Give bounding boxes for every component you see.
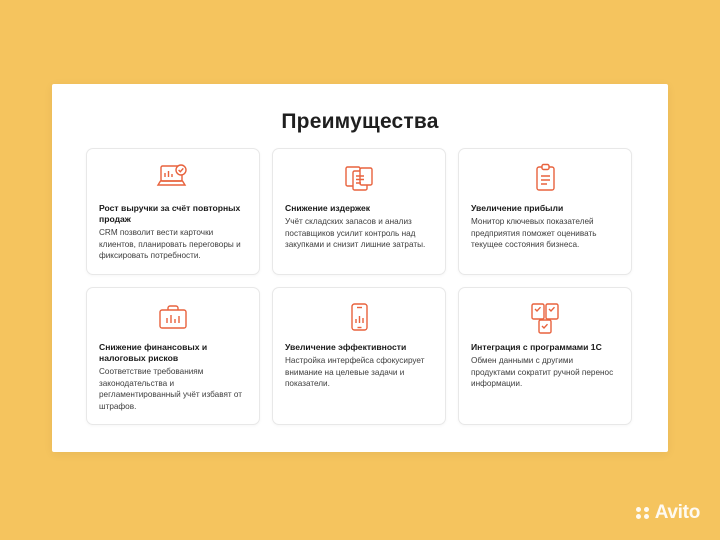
advantage-text: Настройка интерфейса сфокусирует внимание на целевые задачи и показатели.: [285, 355, 425, 389]
advantages-grid: [86, 148, 634, 425]
advantage-card[interactable]: [86, 287, 260, 426]
sync-documents-icon: [471, 298, 619, 338]
advantage-title: Увеличение прибыли: [471, 203, 564, 213]
smartphone-app-icon: [285, 298, 433, 338]
advantage-card[interactable]: [86, 148, 260, 275]
advantage-card[interactable]: [458, 287, 632, 426]
advantage-text: Учёт складских запасов и анализ поставщиков усилит контроль над закупками и снизит лишние затраты.: [285, 217, 426, 250]
briefcase-chart-icon: [99, 298, 247, 338]
avito-watermark-label: Avito: [654, 502, 700, 523]
advantages-panel: [52, 84, 668, 452]
avito-watermark: [636, 502, 700, 524]
advantage-title: Рост выручки за счёт повторных продаж: [99, 203, 241, 224]
advantage-card[interactable]: [272, 287, 446, 426]
advantage-title: Интеграция с программами 1С: [471, 341, 602, 352]
advantage-text: Соответствие требованиям законодательства и регламентированный учёт избавят от штрафов.: [99, 366, 243, 411]
advantage-text: Обмен данными с другими продуктами сократит ручной перенос информации.: [471, 355, 614, 389]
advantage-text: Монитор ключевых показателей предприятия поможет оценивать текущее состояния бизнеса.: [471, 217, 597, 250]
advantage-card[interactable]: [458, 148, 632, 275]
advantage-text: CRM позволит вести карточки клиентов, планировать переговоры и фиксировать потребности.: [99, 228, 241, 261]
advantage-card[interactable]: [272, 148, 446, 275]
laptop-chart-icon: [99, 159, 247, 199]
advantage-title: Увеличение эффективности: [285, 341, 407, 352]
clipboard-checklist-icon: [471, 159, 619, 199]
avito-logo-icon: [636, 507, 650, 519]
advantage-title: Снижение издержек: [285, 203, 371, 213]
page-title: Преимущества: [281, 110, 439, 133]
documents-stack-icon: [285, 159, 433, 199]
advantage-title: Снижение финансовых и налоговых рисков: [99, 341, 208, 363]
